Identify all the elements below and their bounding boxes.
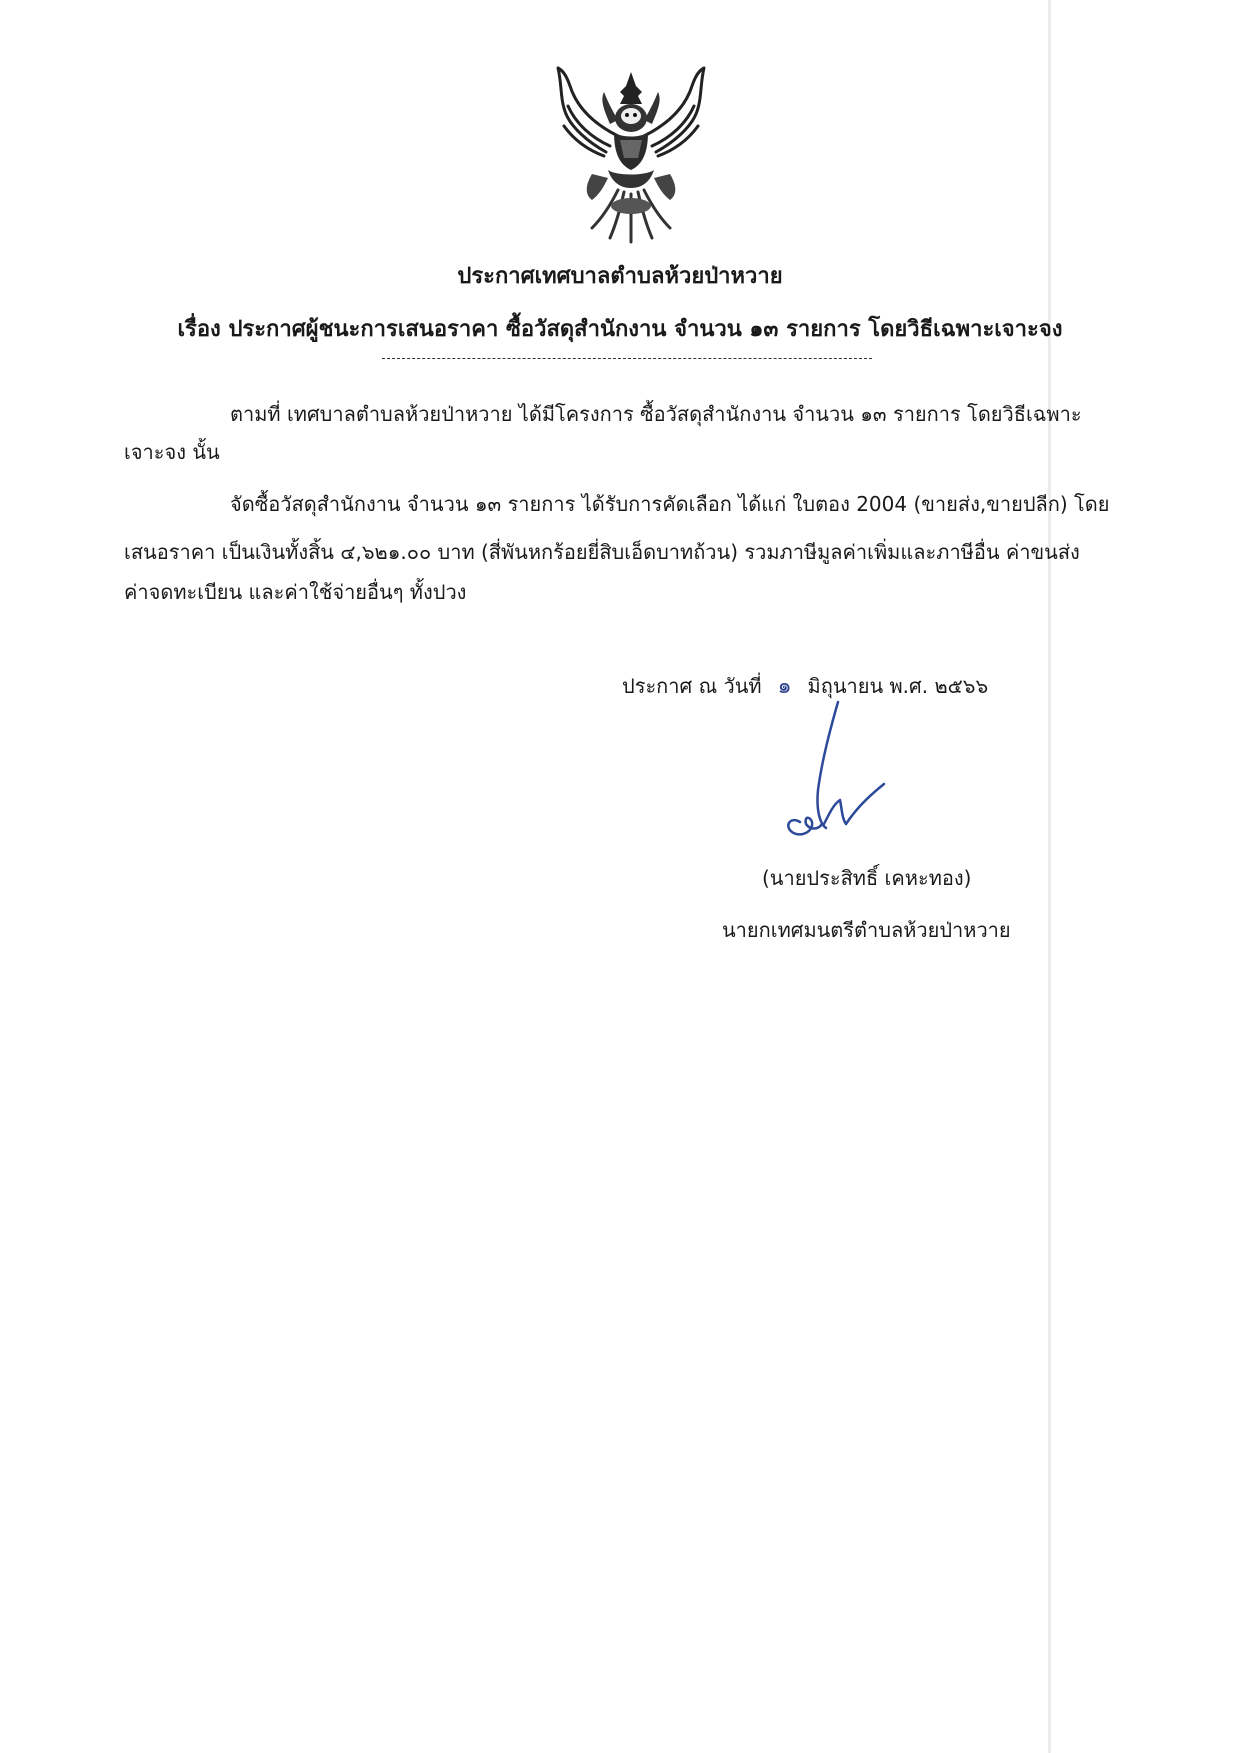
- separator-line: [382, 358, 872, 359]
- signer-name: (นายประสิทธิ์ เคหะทอง): [762, 866, 972, 890]
- paragraph-2-line-2: เสนอราคา เป็นเงินทั้งสิ้น ๔,๖๒๑.๐๐ บาท (สี่พันหกร้อยยี่สิบเอ็ดบาทถ้วน) รวมภาษีมูลค่าเพิ่มและภาษีอื่น ค่าขนส่ง: [124, 540, 1080, 564]
- document-heading: ประกาศเทศบาลตำบลห้วยป่าหวาย: [457, 264, 783, 289]
- signer-position: นายกเทศมนตรีตำบลห้วยป่าหวาย: [722, 918, 1011, 942]
- date-month-year: มิถุนายน พ.ศ. ๒๕๖๖: [807, 674, 989, 698]
- date-prefix: ประกาศ ณ วันที่: [622, 674, 762, 698]
- paragraph-1-line-2: เจาะจง นั้น: [124, 440, 220, 464]
- signature-icon: [760, 700, 920, 850]
- paragraph-2-line-1: จัดซื้อวัสดุสำนักงาน จำนวน ๑๓ รายการ ได้รับการคัดเลือก ได้แก่ ใบตอง 2004 (ขายส่ง,ขายปลีก) โดย: [230, 492, 1110, 516]
- paragraph-2-line-3: ค่าจดทะเบียน และค่าใช้จ่ายอื่นๆ ทั้งปวง: [124, 580, 467, 604]
- date-day: ๑: [777, 674, 792, 699]
- document-subject: เรื่อง ประกาศผู้ชนะการเสนอราคา ซื้อวัสดุสำนักงาน จำนวน ๑๓ รายการ โดยวิธีเฉพาะเจาะจง: [177, 317, 1063, 342]
- garuda-emblem-icon: [548, 66, 714, 246]
- paragraph-1-line-1: ตามที่ เทศบาลตำบลห้วยป่าหวาย ได้มีโครงการ ซื้อวัสดุสำนักงาน จำนวน ๑๓ รายการ โดยวิธีเฉพาะ: [230, 402, 1082, 426]
- announcement-date: [622, 668, 988, 703]
